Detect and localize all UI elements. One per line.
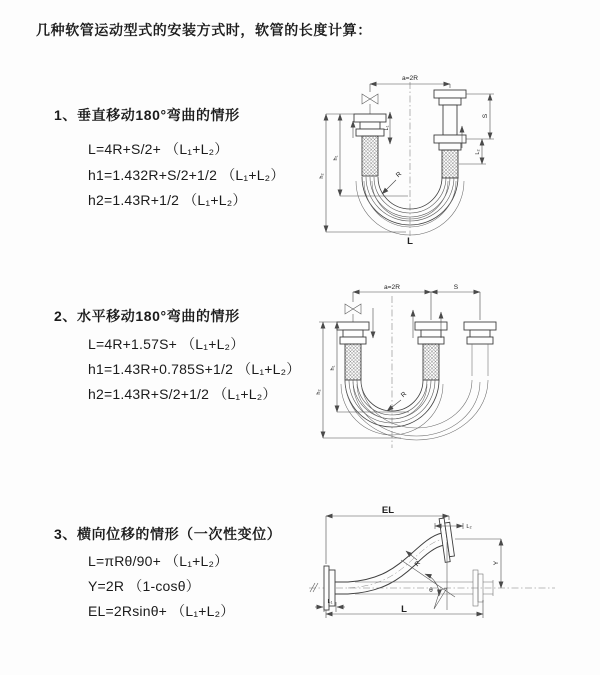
dim-label-a2r: a=2R bbox=[402, 75, 418, 82]
hose-braided-section bbox=[442, 150, 458, 178]
l-dimension bbox=[326, 600, 483, 618]
radius-leader bbox=[382, 171, 403, 194]
valve-icon bbox=[362, 94, 378, 114]
dim-label-r: R bbox=[413, 559, 423, 569]
left-flange-fitting bbox=[354, 114, 386, 176]
middle-flange-fitting bbox=[415, 322, 447, 380]
formula-line: L=4R+S/2+ （L₁+L₂） bbox=[88, 141, 229, 157]
section-2-heading: 2、水平移动180°弯曲的情形 bbox=[54, 308, 240, 324]
dim-label-h1: h₁ bbox=[333, 155, 339, 161]
formula-line: h1=1.43R+0.785S+1/2 （L₁+L₂） bbox=[88, 361, 301, 377]
dim-label-l2: L₂ bbox=[475, 149, 481, 155]
diagram-vertical-180-bend bbox=[310, 68, 600, 258]
right-flange-fitting-displaced bbox=[464, 322, 496, 376]
dim-label-h1: h₁ bbox=[330, 365, 336, 371]
formula-line: h2=1.43R+S/2+1/2 （L₁+L₂） bbox=[88, 386, 277, 402]
h1-dimension bbox=[319, 322, 409, 412]
s-curve-hose bbox=[348, 533, 444, 594]
dim-label-el: EL bbox=[381, 505, 395, 516]
formula-line: h2=1.43R+1/2 （L₁+L₂） bbox=[88, 192, 247, 208]
valve-icon bbox=[345, 304, 361, 322]
dim-label-h2: h₂ bbox=[319, 173, 325, 179]
section-1-heading: 1、垂直移动180°弯曲的情形 bbox=[54, 107, 240, 123]
dim-label-s: S bbox=[453, 284, 459, 291]
hose-braided-section bbox=[423, 344, 439, 380]
hose-braided-section bbox=[362, 136, 378, 176]
top-width-dimension bbox=[353, 284, 480, 320]
formula-line: Y=2R （1-cosθ） bbox=[88, 578, 200, 594]
centerline-mark bbox=[310, 583, 318, 592]
right-flange-fitting bbox=[434, 90, 466, 178]
page-title: 几种软管运动型式的安装方式时，软管的长度计算： bbox=[36, 22, 372, 38]
hose-braided-section bbox=[345, 344, 361, 380]
diagram-horizontal-180-bend bbox=[313, 280, 598, 458]
dim-label-theta: θ bbox=[429, 587, 433, 594]
diagram-lateral-displacement bbox=[303, 502, 600, 662]
formula-line: L=4R+1.57S+ （L₁+L₂） bbox=[88, 336, 245, 352]
el-dimension bbox=[326, 505, 449, 564]
dim-label-a2r: a=2R bbox=[384, 284, 400, 291]
angle-construction bbox=[401, 542, 455, 610]
formula-line: EL=2Rsinθ+ （L₁+L₂） bbox=[88, 603, 235, 619]
dim-label-r: R bbox=[399, 390, 409, 400]
dim-label-h2: h₂ bbox=[316, 389, 322, 395]
dim-label-r: R bbox=[394, 170, 404, 180]
section-3-heading: 3、横向位移的情形（一次性变位） bbox=[54, 526, 282, 542]
dim-label-y: Y bbox=[493, 560, 500, 566]
dim-label-l: L bbox=[407, 236, 413, 247]
dim-label-l: L bbox=[401, 604, 407, 615]
dim-label-l2: L₂ bbox=[466, 524, 472, 530]
left-flange-fitting bbox=[337, 322, 369, 380]
formula-line: L=πRθ/90+ （L₁+L₂） bbox=[88, 553, 229, 569]
dim-label-l1: L₁ bbox=[327, 599, 333, 605]
dim-label-s: S bbox=[482, 113, 489, 119]
formula-line: h1=1.432R+S/2+1/2 （L₁+L₂） bbox=[88, 167, 285, 183]
s-dimension bbox=[466, 94, 494, 139]
dim-label-l1: L₁ bbox=[384, 125, 390, 131]
